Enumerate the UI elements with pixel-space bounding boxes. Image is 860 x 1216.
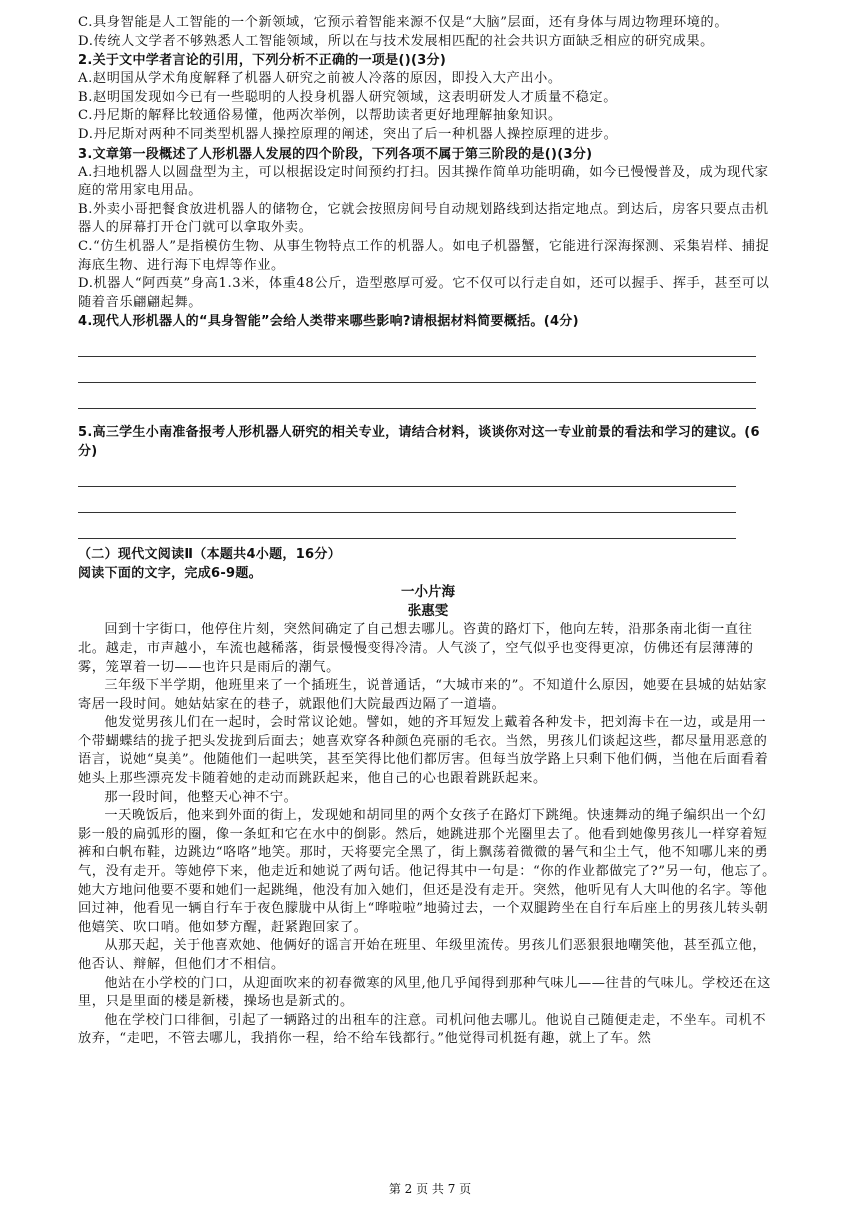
passage-paragraph: 从那天起，关于他喜欢她、他俩好的谣言开始在班里、年级里流传。男孩儿们恶狠狠地嘲笑他，甚至孤立他，他否认、辩解，但他们才不相信。 [78, 938, 767, 972]
passage-paragraph: 他站在小学校的门口，从迎面吹来的初春微寒的风里,他几乎闻得到那种气味儿——往昔的气味儿。学校还在这里，只是里面的楼是新楼，操场也是新式的。 [78, 975, 771, 1010]
q3-option-c: C.“仿生机器人”是指模仿生物、从事生物特点工作的机器人。如电子机器蟹，它能进行深海探测、采集岩样、捕捉海底生物、进行海下电焊等作业。 [78, 238, 770, 273]
q3-option-a: A.扫地机器人以圆盘型为主，可以根据设定时间预约打扫。因其操作简单功能明确，如今已慢慢普及，成为现代家庭的常用家电用品。 [78, 164, 769, 199]
q3-option-b: B.外卖小哥把餐食放进机器人的储物仓，它就会按照房间号自动规划路线到达指定地点。到达后，房客只要点击机器人的屏幕打开仓门就可以拿取外卖。 [78, 201, 769, 236]
exam-page [78, 14, 778, 1049]
passage-paragraph: 一天晚饭后，他来到外面的街上，发现她和胡同里的两个女孩子在路灯下跳绳。快速舞动的绳子编织出一个幻影一般的扁弧形的圈，像一条虹和它在水中的倒影。然后，她跳进那个光圈里去了。他看到她像男孩儿一样穿着短裤和白帆布鞋，边跳边“咯咯”地笑。那时，天将要完全黑了，街上飘荡着微微的暑气和尘土气，他不知哪儿来的勇气，没有走开。等她停下来，他走近和她说了两句话。他记得其中一句是：“你的作业都做完了?”另一句，他忘了。她大方地问他要不要和她们一起跳绳，他没有加入她们，但还是没有走开。突然，他听见有人大叫他的名字。等他回过神，他看见一辆自行车于夜色朦胧中从街上“哗啦啦”地骑过去，一个双腿跨坐在自行车后座上的男孩儿转头朝他嬉笑、吹口哨。他如梦方醒，赶紧跑回家了。 [78, 808, 776, 935]
q3-option-d: D.机器人“阿西莫”身高1.3米，体重48公斤，造型憨厚可爱。它不仅可以行走自如，还可以握手、挥手，甚至可以随着音乐翩翩起舞。 [78, 276, 770, 310]
q2-option-a: A.赵明国从学术角度解释了机器人研究之前被人冷落的原因，即投入大产出小。 [78, 71, 562, 87]
q4-stem: 4.现代人形机器人的“具身智能”会给人类带来哪些影响?请根据材料简要概括。(4分) [78, 314, 579, 330]
q2-option-b: B.赵明国发现如今已有一些聪明的人投身机器人研究领域，这表明研发人才质量不稳定。 [78, 89, 618, 105]
q1-option-d: D.传统人文学者不够熟悉人工智能领域，所以在与技术发展相匹配的社会共识方面缺乏相应的研究成果。 [78, 33, 714, 49]
q5-stem: 5.高三学生小南准备报考人形机器人研究的相关专业，请结合材料，谈谈你对这一专业前景的看法和学习的建议。(6分) [78, 425, 760, 460]
q5-answer-line-1[interactable] [78, 461, 736, 487]
q2-option-c: C.丹尼斯的解释比较通俗易懂，他两次举例，以帮助读者更好地理解抽象知识。 [78, 108, 562, 124]
q4-answer-line-2[interactable] [78, 357, 756, 383]
passage-paragraph: 他在学校门口徘徊，引起了一辆路过的出租车的注意。司机问他去哪儿。他说自己随便走走，不坐车。司机不放弃，“走吧，不管去哪儿，我捎你一程，给不给车钱都行。”他觉得司机挺有趣，就上了车。然 [78, 1012, 767, 1047]
passage-author: 张惠雯 [407, 603, 449, 620]
q2-option-d: D.丹尼斯对两种不同类型机器人操控原理的阐述，突出了后一种机器人操控原理的进步。 [78, 126, 618, 142]
q4-answer-line-3[interactable] [78, 383, 756, 409]
q5-answer-line-2[interactable] [78, 487, 736, 513]
passage-paragraph: 回到十字街口，他停住片刻，突然间确定了自己想去哪儿。咨黄的路灯下，他向左转，沿那条南北街一直往北。越走，市声越小，车流也越稀落，街景慢慢变得冷清。人气淡了，空气似乎也变得更凉，仿佛还有层薄薄的雾，笼罩着一切——也许只是雨后的潮气。 [78, 622, 754, 675]
q1-option-c: C.具身智能是人工智能的一个新领域，它预示着智能来源不仅是“大脑”层面，还有身体与周边物理环境的。 [78, 15, 729, 30]
passage-paragraph: 他发觉男孩儿们在一起时，会时常议论她。譬如，她的齐耳短发上戴着各种发卡，把刘海卡在一边，或是用一个带蝴蝶结的拢子把头发拢到后面去；她喜欢穿各种颜色亮丽的毛衣。当然，男孩儿们谈起这些，都尽量用恶意的语言，说她“臭美”。他随他们一起哄笑，甚至笑得比他们都厉害。但每当放学路上只剩下他们俩，当他在后面看着她头上那些漂亮发卡随着她的走动而跳跃起来，他自己的心也跟着跳跃起来。 [78, 715, 769, 787]
passage-paragraph: 那一段时间，他整天心神不宁。 [104, 789, 298, 805]
q2-stem: 2.关于文中学者言论的引用，下列分析不正确的一项是()(3分) [78, 53, 447, 69]
section2-instruction: 阅读下面的文字，完成6-9题。 [78, 566, 262, 582]
q4-answer-line-1[interactable] [78, 331, 756, 357]
q3-stem: 3.文章第一段概述了人形机器人发展的四个阶段，下列各项不属于第三阶段的是()(3分) [78, 146, 593, 162]
section2-heading: （二）现代文阅读Ⅱ（本题共4小题，16分） [78, 547, 341, 563]
q5-answer-line-3[interactable] [78, 513, 736, 539]
passage-paragraph: 三年级下半学期，他班里来了一个插班生，说普通话，“大城市来的”。不知道什么原因，她要在县城的姑姑家寄居一段时间。她姑姑家在的巷子，就跟他们大院最西边隔了一道墙。 [78, 678, 768, 712]
passage-title: 一小片海 [401, 584, 455, 601]
page-footer: 第 2 页 共 7 页 [388, 1182, 472, 1196]
